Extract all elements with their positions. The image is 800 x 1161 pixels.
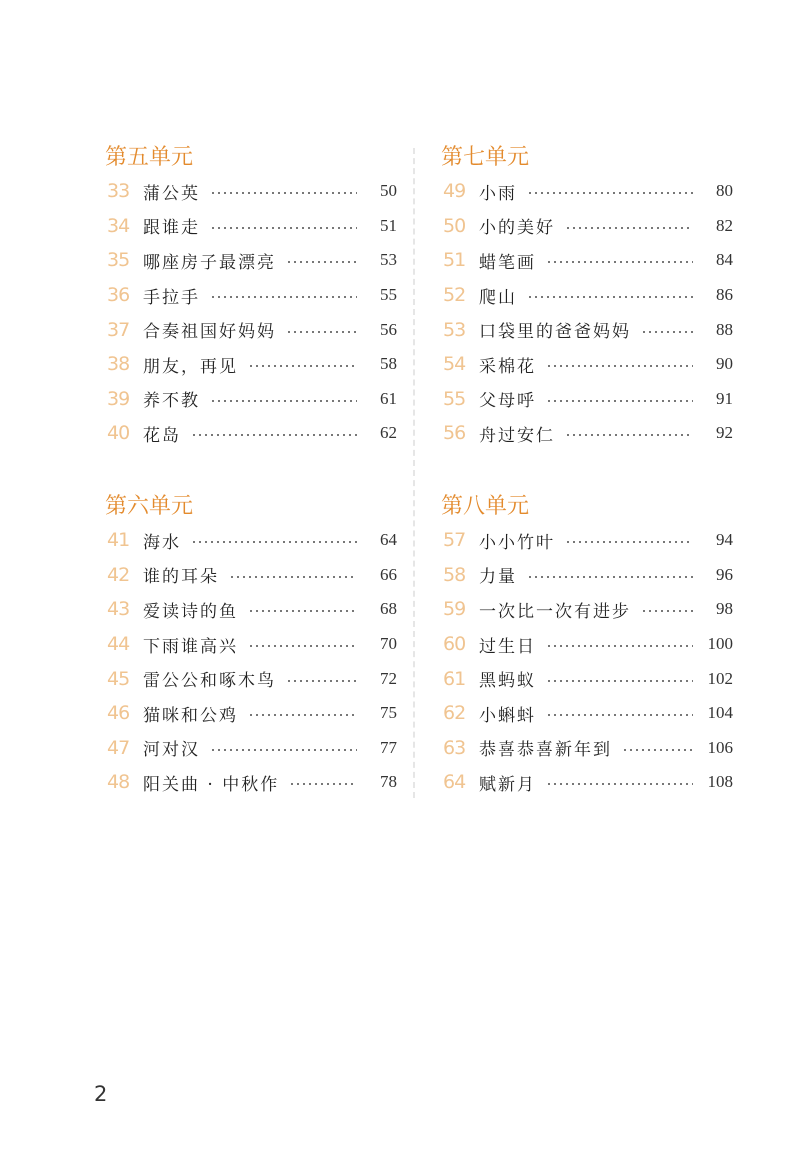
page-number: 2	[94, 1082, 108, 1106]
lesson-number: 41	[107, 529, 130, 552]
dot-leader	[546, 645, 693, 647]
page-ref: 91	[716, 388, 733, 408]
dot-leader	[210, 192, 357, 194]
entry-list	[107, 523, 397, 800]
entry-list	[443, 174, 733, 451]
toc-entry[interactable]	[107, 416, 397, 451]
lesson-title: 哪座房子最漂亮	[143, 252, 276, 273]
dot-leader	[546, 714, 693, 716]
toc-entry[interactable]	[443, 558, 733, 593]
lesson-number: 33	[107, 180, 130, 203]
toc-entry[interactable]	[107, 661, 397, 696]
lesson-title: 合奏祖国好妈妈	[143, 322, 276, 343]
lesson-title: 赋新月	[479, 774, 536, 795]
lesson-number: 59	[443, 598, 466, 621]
toc-entry[interactable]	[443, 278, 733, 313]
lesson-title: 蒲公英	[143, 183, 200, 204]
page-ref: 102	[707, 668, 733, 688]
toc-entry[interactable]	[107, 312, 397, 347]
lesson-number: 62	[443, 702, 466, 725]
toc-entry[interactable]	[107, 592, 397, 627]
dot-leader	[641, 331, 693, 333]
toc-entry[interactable]	[107, 731, 397, 766]
dot-leader	[622, 749, 693, 751]
page-ref: 86	[716, 285, 733, 305]
toc-entry[interactable]	[107, 765, 397, 800]
dot-leader	[527, 192, 693, 194]
lesson-title: 河对汉	[143, 740, 200, 761]
lesson-number: 63	[443, 736, 466, 759]
lesson-title: 手拉手	[143, 287, 200, 308]
lesson-title: 海水	[143, 532, 181, 553]
toc-entry[interactable]	[107, 627, 397, 662]
page-ref: 82	[716, 215, 733, 235]
page-ref: 78	[380, 772, 397, 792]
dot-leader	[191, 434, 357, 436]
lesson-number: 64	[443, 771, 466, 794]
lesson-title: 恭喜恭喜新年到	[479, 740, 612, 761]
lesson-title: 阳关曲 · 中秋作	[143, 774, 280, 795]
page-ref: 104	[707, 703, 733, 723]
toc-entry[interactable]	[443, 382, 733, 417]
lesson-title: 小小竹叶	[479, 532, 555, 553]
page-ref: 55	[380, 285, 397, 305]
lesson-title: 下雨谁高兴	[143, 636, 238, 657]
unit-title: 第八单元	[441, 494, 530, 519]
page-ref: 61	[380, 388, 397, 408]
page-ref: 90	[716, 354, 733, 374]
page-ref: 66	[380, 564, 397, 584]
dot-leader	[286, 331, 357, 333]
page-ref: 108	[707, 772, 733, 792]
toc-entry[interactable]	[443, 661, 733, 696]
dot-leader	[210, 227, 357, 229]
lesson-title: 雷公公和啄木鸟	[143, 671, 276, 692]
toc-entry[interactable]	[107, 382, 397, 417]
lesson-number: 55	[443, 387, 466, 410]
lesson-title: 力量	[479, 567, 517, 588]
dot-leader	[527, 576, 693, 578]
toc-entry[interactable]	[443, 731, 733, 766]
lesson-number: 42	[107, 563, 130, 586]
lesson-number: 48	[107, 771, 130, 794]
page-ref: 72	[380, 668, 397, 688]
page-ref: 88	[716, 319, 733, 339]
toc-entry[interactable]	[107, 278, 397, 313]
dot-leader	[546, 261, 693, 263]
lesson-title: 蜡笔画	[479, 252, 536, 273]
page-ref: 70	[380, 634, 397, 654]
lesson-number: 56	[443, 422, 466, 445]
lesson-number: 50	[443, 214, 466, 237]
lesson-title: 谁的耳朵	[143, 567, 219, 588]
unit-title: 第五单元	[105, 145, 194, 170]
page-ref: 84	[716, 250, 733, 270]
lesson-number: 35	[107, 249, 130, 272]
lesson-title: 黑蚂蚁	[479, 671, 536, 692]
page-ref: 75	[380, 703, 397, 723]
lesson-title: 父母呼	[479, 391, 536, 412]
lesson-number: 34	[107, 214, 130, 237]
dot-leader	[527, 296, 693, 298]
lesson-title: 爬山	[479, 287, 517, 308]
page-ref: 64	[380, 530, 397, 550]
page-ref: 100	[707, 634, 733, 654]
lesson-title: 朋友，再见	[143, 356, 238, 377]
dot-leader	[546, 680, 693, 682]
lesson-title: 花岛	[143, 425, 181, 446]
page-ref: 51	[380, 215, 397, 235]
toc-entry[interactable]	[107, 174, 397, 209]
lesson-title: 过生日	[479, 636, 536, 657]
lesson-title: 跟谁走	[143, 218, 200, 239]
dot-leader	[546, 400, 693, 402]
toc-entry[interactable]	[443, 765, 733, 800]
page-ref: 53	[380, 250, 397, 270]
toc-entry[interactable]	[107, 243, 397, 278]
lesson-title: 采棉花	[479, 356, 536, 377]
lesson-number: 44	[107, 633, 130, 656]
dot-leader	[546, 365, 693, 367]
lesson-number: 52	[443, 284, 466, 307]
page-ref: 96	[716, 564, 733, 584]
lesson-title: 小雨	[479, 183, 517, 204]
toc-entry[interactable]	[443, 312, 733, 347]
dot-leader	[191, 541, 357, 543]
toc-entry[interactable]	[107, 558, 397, 593]
dot-leader	[248, 714, 357, 716]
page-ref: 77	[380, 737, 397, 757]
entry-list	[443, 523, 733, 800]
page-ref: 62	[380, 423, 397, 443]
dot-leader	[289, 783, 357, 785]
toc-entry[interactable]	[443, 174, 733, 209]
lesson-title: 小的美好	[479, 218, 555, 239]
lesson-number: 54	[443, 353, 466, 376]
lesson-title: 口袋里的爸爸妈妈	[479, 322, 631, 343]
lesson-number: 49	[443, 180, 466, 203]
dot-leader	[229, 576, 357, 578]
page-ref: 94	[716, 530, 733, 550]
lesson-number: 46	[107, 702, 130, 725]
lesson-title: 养不教	[143, 391, 200, 412]
lesson-number: 38	[107, 353, 130, 376]
page-ref: 106	[707, 737, 733, 757]
toc-entry[interactable]	[443, 696, 733, 731]
lesson-title: 小蝌蚪	[479, 705, 536, 726]
page-ref: 80	[716, 181, 733, 201]
toc-entry[interactable]	[443, 243, 733, 278]
lesson-number: 61	[443, 667, 466, 690]
lesson-number: 58	[443, 563, 466, 586]
dot-leader	[565, 227, 693, 229]
lesson-title: 爱读诗的鱼	[143, 601, 238, 622]
dot-leader	[546, 783, 693, 785]
column-divider	[413, 148, 415, 798]
lesson-number: 45	[107, 667, 130, 690]
page-ref: 50	[380, 181, 397, 201]
lesson-number: 39	[107, 387, 130, 410]
lesson-number: 36	[107, 284, 130, 307]
toc-entry[interactable]	[443, 209, 733, 244]
entry-list	[107, 174, 397, 451]
toc-entry[interactable]	[443, 416, 733, 451]
lesson-number: 53	[443, 318, 466, 341]
lesson-number: 51	[443, 249, 466, 272]
toc-entry[interactable]	[443, 523, 733, 558]
lesson-number: 57	[443, 529, 466, 552]
lesson-number: 43	[107, 598, 130, 621]
lesson-number: 47	[107, 736, 130, 759]
lesson-number: 60	[443, 633, 466, 656]
toc-entry[interactable]	[107, 209, 397, 244]
page-ref: 92	[716, 423, 733, 443]
unit-title: 第六单元	[105, 494, 194, 519]
toc-entry[interactable]	[443, 347, 733, 382]
lesson-title: 一次比一次有进步	[479, 601, 631, 622]
toc-entry[interactable]	[107, 523, 397, 558]
dot-leader	[286, 261, 357, 263]
lesson-title: 舟过安仁	[479, 425, 555, 446]
page-ref: 68	[380, 599, 397, 619]
lesson-number: 40	[107, 422, 130, 445]
lesson-number: 37	[107, 318, 130, 341]
toc-entry[interactable]	[443, 627, 733, 662]
toc-entry[interactable]	[107, 347, 397, 382]
lesson-title: 猫咪和公鸡	[143, 705, 238, 726]
dot-leader	[210, 296, 357, 298]
dot-leader	[641, 610, 693, 612]
toc-entry[interactable]	[107, 696, 397, 731]
dot-leader	[565, 434, 693, 436]
dot-leader	[210, 749, 357, 751]
dot-leader	[565, 541, 693, 543]
page-ref: 56	[380, 319, 397, 339]
dot-leader	[248, 610, 357, 612]
unit-title: 第七单元	[441, 145, 530, 170]
page-ref: 98	[716, 599, 733, 619]
dot-leader	[210, 400, 357, 402]
dot-leader	[248, 365, 357, 367]
dot-leader	[286, 680, 357, 682]
toc-entry[interactable]	[443, 592, 733, 627]
dot-leader	[248, 645, 357, 647]
page-ref: 58	[380, 354, 397, 374]
